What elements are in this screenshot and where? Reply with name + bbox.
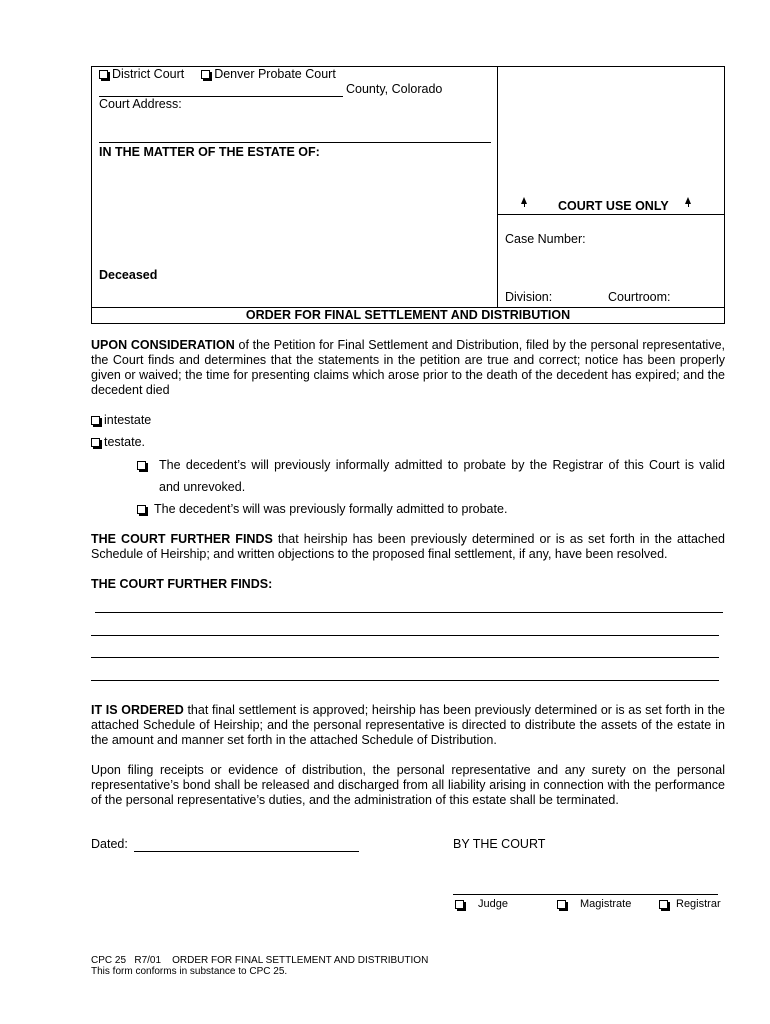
magistrate-label: Magistrate	[580, 898, 632, 910]
judge-option[interactable]	[455, 898, 508, 910]
denver-probate-label: Denver Probate Court	[214, 67, 336, 81]
caption-box	[91, 66, 725, 324]
up-arrow-icon	[521, 197, 527, 204]
intestate-label: intestate	[104, 413, 152, 427]
discharge-paragraph: Upon filing receipts or evidence of distribution, the personal representative and any surety on the personal representative’s bond shall be released and discharged from all liability arising in connection with the performance of the personal representative’s duties, and the administration of this estate shall be terminated.	[91, 763, 725, 807]
informal-will-text-cont: and unrevoked.	[159, 480, 246, 494]
form-title: ORDER FOR FINAL SETTLEMENT AND DISTRIBUTION	[245, 308, 571, 322]
further-finds-heading: THE COURT FURTHER FINDS	[91, 532, 273, 546]
formal-will-option[interactable]	[137, 502, 507, 516]
ordered-heading: IT IS ORDERED	[91, 703, 184, 717]
findings-line-3[interactable]	[91, 657, 719, 658]
caption-divider	[497, 66, 498, 308]
case-number-label: Case Number:	[505, 232, 586, 246]
informal-will-checkbox-wrap[interactable]	[137, 458, 150, 472]
district-court-label: District Court	[112, 67, 185, 81]
dated-field[interactable]	[134, 851, 359, 852]
division-label: Division:	[505, 290, 553, 304]
registrar-label: Registrar	[676, 898, 721, 910]
footer-conformance: This form conforms in substance to CPC 25.	[91, 966, 288, 977]
court-address-field[interactable]	[99, 142, 491, 143]
up-arrow-icon	[685, 197, 691, 204]
consideration-paragraph	[91, 338, 725, 398]
testate-option[interactable]	[91, 435, 145, 449]
deceased-label: Deceased	[99, 268, 158, 282]
registrar-option[interactable]	[659, 898, 721, 910]
formal-will-text: The decedent’s will was previously formally admitted to probate.	[154, 502, 508, 516]
consideration-heading: UPON CONSIDERATION	[91, 338, 235, 352]
denver-probate-checkbox[interactable]	[201, 70, 210, 79]
by-the-court-label: BY THE COURT	[453, 837, 546, 851]
judge-checkbox[interactable]	[455, 900, 464, 909]
formal-will-checkbox[interactable]	[137, 505, 146, 514]
court-use-only-label: COURT USE ONLY	[558, 199, 669, 213]
further-finds-paragraph	[91, 532, 725, 562]
courtroom-label: Courtroom:	[608, 290, 671, 304]
estate-matter-label: IN THE MATTER OF THE ESTATE OF:	[99, 145, 320, 159]
magistrate-checkbox[interactable]	[557, 900, 566, 909]
consideration-text: of the Petition for Final Settlement and Distribution, filed by the personal representative, the Court finds and determines that the statements in the petition are true and correct; notice has been properly given or waived; the time for presenting claims which arose prior to the death of the decedent has expired; and the decedent died	[91, 338, 726, 397]
court-type-options	[99, 67, 336, 81]
registrar-checkbox[interactable]	[659, 900, 668, 909]
intestate-option[interactable]	[91, 413, 151, 427]
dated-label: Dated:	[91, 837, 128, 851]
county-suffix: County, Colorado	[346, 82, 443, 96]
ordered-text: that final settlement is approved; heirship has been previously determined or is as set forth in the attached Schedule of Heirship; and the personal representative is directed to distribute the assets of the estate in the amount and manner set forth in the attached Schedule of Distribution.	[91, 703, 725, 747]
signature-line[interactable]	[453, 894, 718, 895]
informal-will-checkbox[interactable]	[137, 461, 146, 470]
court-address-label: Court Address:	[99, 97, 182, 111]
district-court-checkbox[interactable]	[99, 70, 108, 79]
further-finds-text: that heirship has been previously determined or is as set forth in the attached Schedule of Heirship; and written objections to the proposed final settlement, if any, have been resolved.	[91, 532, 726, 561]
magistrate-option[interactable]	[557, 898, 631, 910]
findings-line-1[interactable]	[95, 612, 723, 613]
ordered-paragraph	[91, 703, 725, 748]
informal-will-text: The decedent’s will previously informally admitted to probate by the Registrar of this Court is valid	[159, 458, 725, 472]
testate-label: testate.	[104, 435, 145, 449]
further-finds-heading-2: THE COURT FURTHER FINDS:	[91, 577, 273, 591]
footer-form-id: CPC 25 R7/01 ORDER FOR FINAL SETTLEMENT AND DISTRIBUTION	[91, 955, 429, 966]
findings-line-4[interactable]	[91, 680, 719, 681]
judge-label: Judge	[478, 898, 508, 910]
intestate-checkbox[interactable]	[91, 416, 100, 425]
testate-checkbox[interactable]	[91, 438, 100, 447]
court-use-divider	[497, 214, 725, 215]
findings-line-2[interactable]	[91, 635, 719, 636]
